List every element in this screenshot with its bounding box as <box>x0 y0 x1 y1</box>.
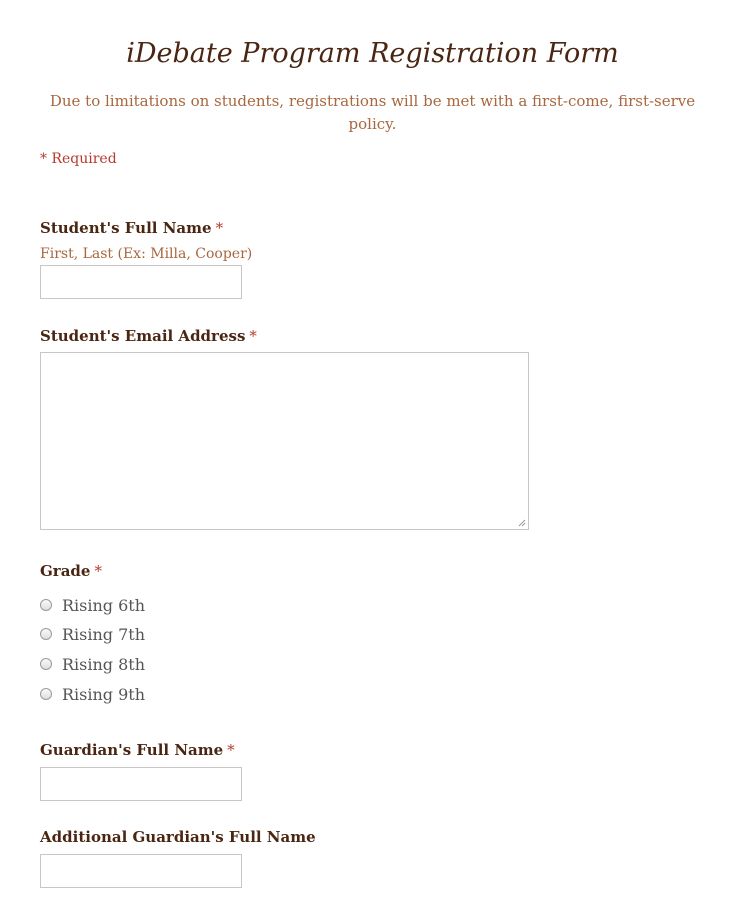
student-name-help: First, Last (Ex: Milla, Cooper) <box>40 246 253 262</box>
guardian-name-input[interactable] <box>40 767 242 801</box>
required-star: * <box>249 327 257 345</box>
student-name-label <box>40 219 223 237</box>
required-note: * Required <box>40 151 117 167</box>
form-title: iDebate Program Registration Form <box>126 38 619 69</box>
radio-label: Rising 8th <box>62 654 146 674</box>
radio-label: Rising 9th <box>62 684 146 704</box>
radio-label: Rising 7th <box>62 624 146 644</box>
resize-handle-icon[interactable] <box>518 519 526 527</box>
radio-button[interactable] <box>40 628 52 640</box>
additional-guardian-name-label-text: Additional Guardian's Full Name <box>40 828 316 846</box>
student-name-input[interactable] <box>40 265 242 299</box>
guardian-name-label-text: Guardian's Full Name <box>40 741 224 759</box>
radio-button[interactable] <box>40 658 52 670</box>
grade-option-rising-7th[interactable] <box>40 624 145 644</box>
required-star: * <box>94 562 102 580</box>
form-subtitle: Due to limitations on students, registrations will be met with a first-come, first-serve policy. <box>49 92 696 133</box>
radio-label: Rising 6th <box>62 595 146 615</box>
radio-button[interactable] <box>40 599 52 611</box>
grade-label-text: Grade <box>40 562 91 580</box>
student-email-label-text: Student's Email Address <box>40 327 246 345</box>
additional-guardian-name-input[interactable] <box>40 854 242 888</box>
required-star: * <box>215 219 224 237</box>
grade-option-rising-9th[interactable] <box>40 684 145 704</box>
grade-option-rising-8th[interactable] <box>40 654 145 674</box>
guardian-name-label <box>40 741 235 759</box>
additional-guardian-name-label <box>40 828 316 846</box>
grade-option-rising-6th[interactable] <box>40 595 145 615</box>
student-email-label <box>40 327 257 345</box>
student-email-textarea[interactable] <box>40 352 529 530</box>
student-name-label-text: Student's Full Name <box>40 219 212 237</box>
required-star: * <box>227 741 235 759</box>
radio-button[interactable] <box>40 688 52 700</box>
grade-label <box>40 562 102 580</box>
